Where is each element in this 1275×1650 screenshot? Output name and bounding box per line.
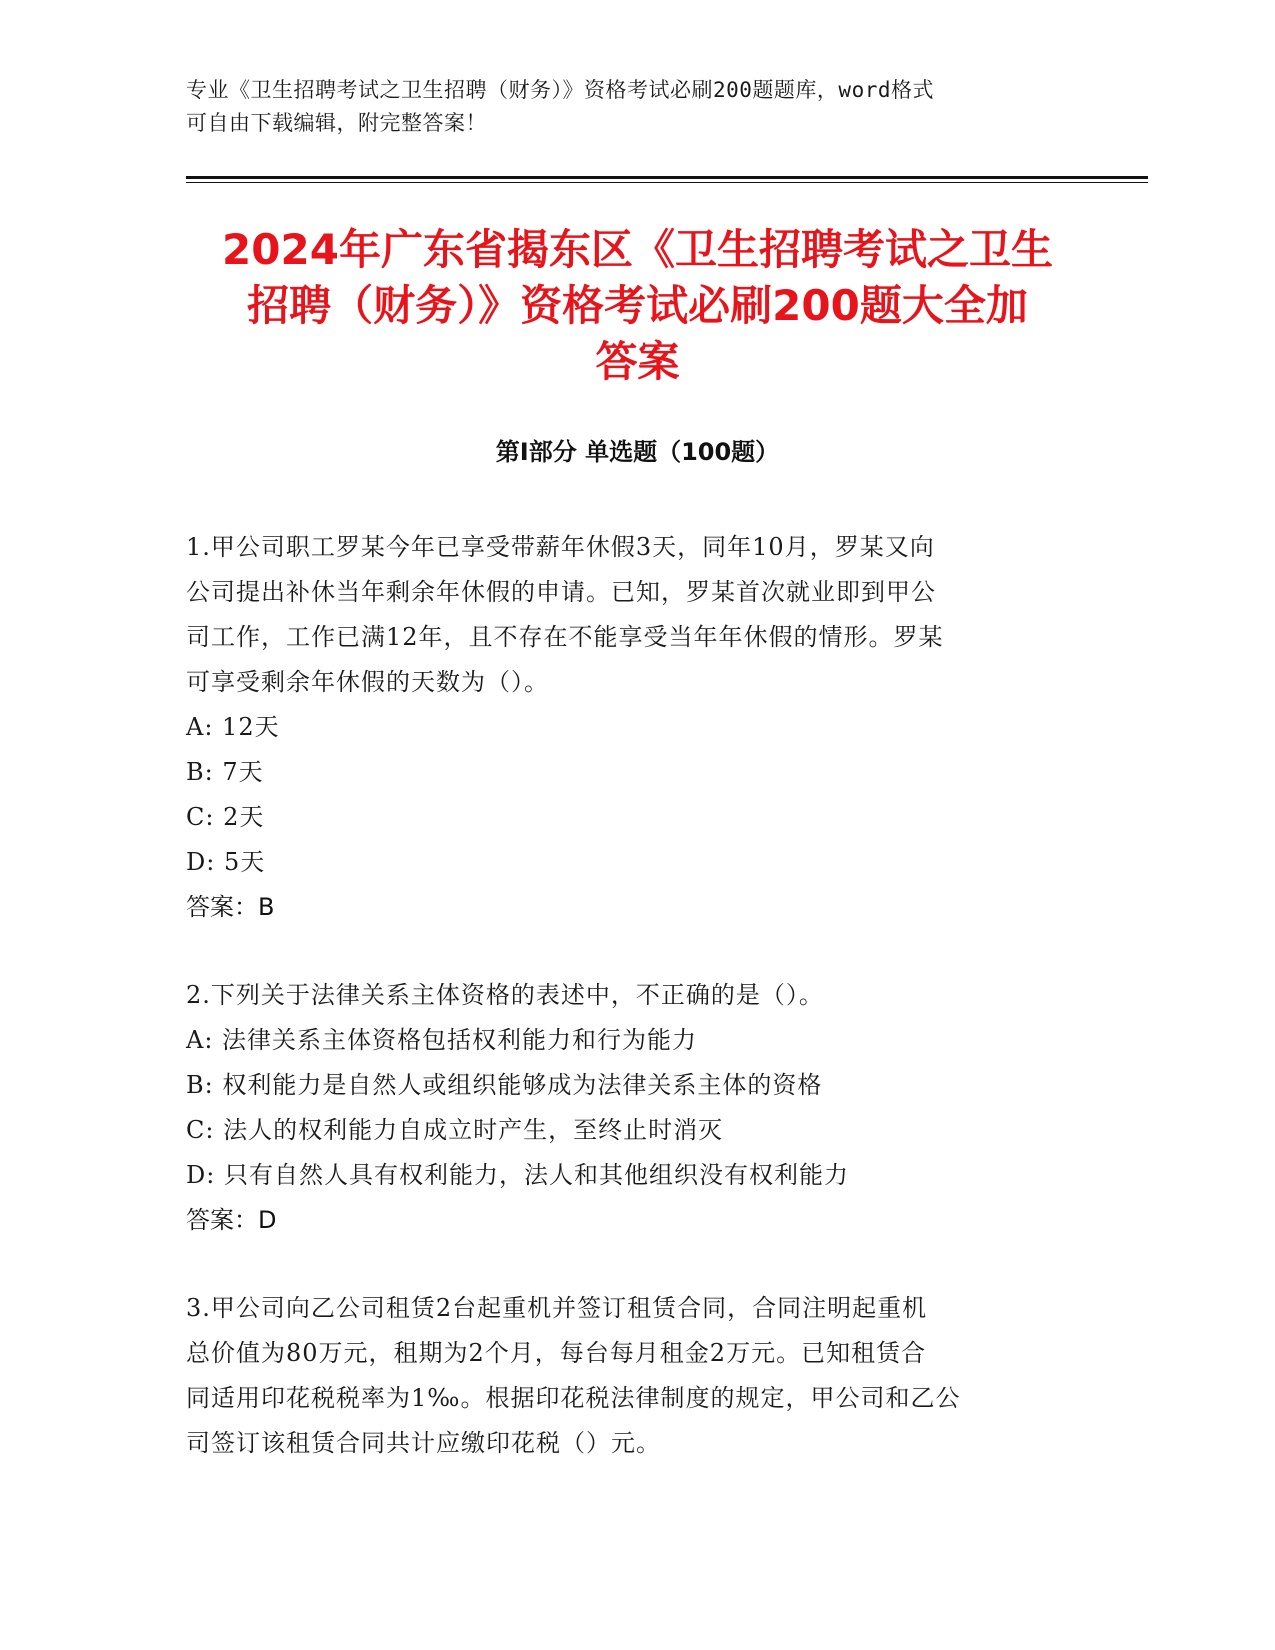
section-title: 第Ⅰ部分 单选题（100题） — [495, 438, 780, 466]
question-2 — [186, 973, 1086, 1243]
question-line: 同适用印花税税率为1‰。根据印花税法律制度的规定，甲公司和乙公 — [186, 1384, 961, 1412]
header-note-line: 专业《卫生招聘考试之卫生招聘（财务）》资格考试必刷200题题库，word格式 — [186, 78, 934, 102]
title-line: 2024年广东省揭东区《卫生招聘考试之卫生 — [222, 225, 1053, 274]
header-rule-thick — [186, 176, 1148, 179]
question-text — [186, 1286, 1086, 1466]
document-title — [150, 222, 1125, 390]
header-note — [186, 74, 1066, 140]
question-line: 司签订该租赁合同共计应缴印花税（）元。 — [186, 1429, 661, 1457]
question-line: 公司提出补休当年剩余年休假的申请。已知，罗某首次就业即到甲公 — [186, 578, 936, 606]
question-3 — [186, 1286, 1086, 1466]
header-note-line: 可自由下载编辑，附完整答案！ — [186, 111, 487, 135]
question-line: 可享受剩余年休假的天数为（）。 — [186, 668, 549, 696]
question-1 — [186, 525, 1086, 930]
question-line: 2.下列关于法律关系主体资格的表述中，不正确的是（）。 — [186, 981, 824, 1009]
question-line: 1.甲公司职工罗某今年已享受带薪年休假3天，同年10月，罗某又向 — [186, 533, 935, 561]
option-c: C: 法人的权利能力自成立时产生，至终止时消灭 — [186, 1116, 724, 1144]
option-c: C: 2天 — [186, 803, 265, 831]
option-b: B: 权利能力是自然人或组织能够成为法律关系主体的资格 — [186, 1071, 823, 1099]
title-line: 答案 — [595, 337, 680, 386]
question-list — [186, 525, 1086, 1509]
option-b: B: 7天 — [186, 758, 264, 786]
option-a: A: 法律关系主体资格包括权利能力和行为能力 — [186, 1026, 698, 1054]
option-d: D: 只有自然人具有权利能力，法人和其他组织没有权利能力 — [186, 1161, 849, 1189]
option-a: A: 12天 — [186, 713, 280, 741]
question-line: 司工作，工作已满12年，且不存在不能享受当年年休假的情形。罗某 — [186, 623, 944, 651]
header-rule-thin — [186, 182, 1148, 183]
answer: 答案：B — [186, 893, 275, 921]
question-text — [186, 525, 1086, 705]
option-d: D: 5天 — [186, 848, 266, 876]
question-line: 总价值为80万元，租期为2个月，每台每月租金2万元。已知租赁合 — [186, 1339, 927, 1367]
question-text — [186, 973, 1086, 1018]
title-line: 招聘（财务）》资格考试必刷200题大全加 — [247, 281, 1028, 330]
question-line: 3.甲公司向乙公司租赁2台起重机并签订租赁合同，合同注明起重机 — [186, 1294, 928, 1322]
answer: 答案：D — [186, 1206, 277, 1234]
